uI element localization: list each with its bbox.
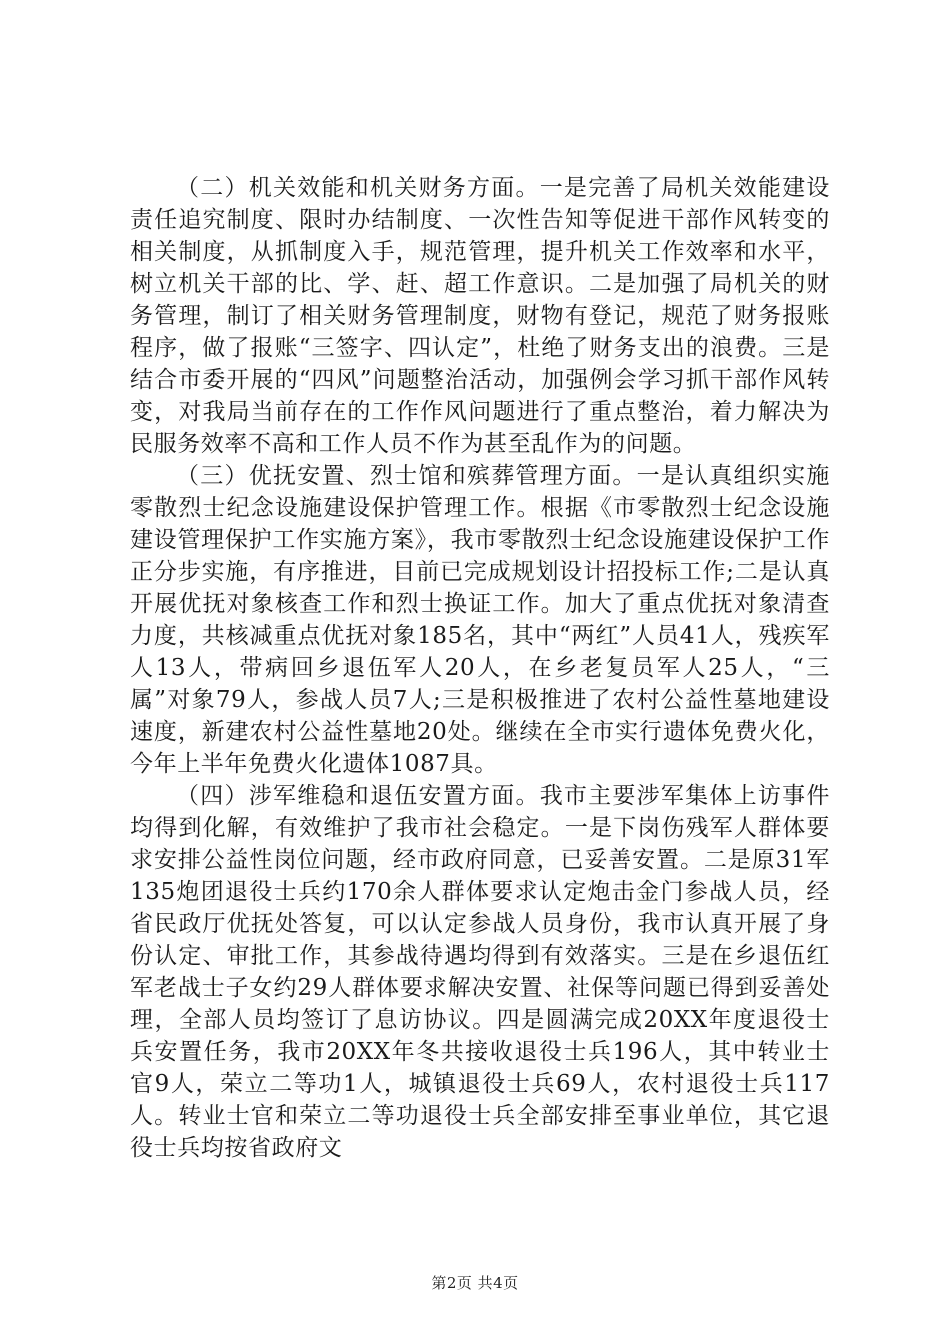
document-body [130, 172, 830, 1164]
paragraph-special-care-resettlement: （三）优抚安置、烈士馆和殡葬管理方面。一是认真组织实施零散烈士纪念设施建设保护管理工作。根据《市零散烈士纪念设施建设管理保护工作实施方案》，我市零散烈士纪念设施建设保护工作正分步实施，有序推进，目前已完成规划设计招投标工作;二是认真开展优抚对象核查工作和烈士换证工作。加大了重点优抚对象清查力度，共核减重点优抚对象185名，其中“两红”人员41人，残疾军人13人，带病回乡退伍军人20人，在乡老复员军人25人，“三属”对象79人，参战人员7人;三是积极推进了农村公益性墓地建设速度，新建农村公益性墓地20处。继续在全市实行遗体免费火化，今年上半年免费火化遗体1087具。 [130, 463, 830, 777]
paragraph-organ-efficiency-finance: （二）机关效能和机关财务方面。一是完善了局机关效能建设责任追究制度、限时办结制度、一次性告知等促进干部作风转变的相关制度，从抓制度入手，规范管理，提升机关工作效率和水平，树立机关干部的比、学、赶、超工作意识。二是加强了局机关的财务管理，制订了相关财务管理制度，财物有登记，规范了财务报账程序，做了报账“三签字、四认定”，杜绝了财务支出的浪费。三是结合市委开展的“四风”问题整治活动，加强例会学习抓干部作风转变，对我局当前存在的工作作风问题进行了重点整治，着力解决为民服务效率不高和工作人员不作为甚至乱作为的问题。 [130, 175, 830, 457]
paragraph-military-stability-resettlement: （四）涉军维稳和退伍安置方面。我市主要涉军集体上访事件均得到化解，有效维护了我市社会稳定。一是下岗伤残军人群体要求安排公益性岗位问题，经市政府同意，已妥善安置。二是原31军135炮团退役士兵约170余人群体要求认定炮击金门参战人员，经省民政厅优抚处答复，可以认定参战人员身份，我市认真开展了身份认定、审批工作，其参战待遇均得到有效落实。三是在乡退伍红军老战士子女约29人群体要求解决安置、社保等问题已得到妥善处理，全部人员均签订了息访协议。四是圆满完成20XX年度退役士兵安置任务，我市20XX年冬共接收退役士兵196人，其中转业士官9人，荣立二等功1人，城镇退役士兵69人，农村退役士兵117人。转业士官和荣立二等功退役士兵全部安排至事业单位，其它退役士兵均按省政府文 [130, 783, 830, 1161]
page-number-footer: 第2页 共4页 [431, 1274, 519, 1292]
